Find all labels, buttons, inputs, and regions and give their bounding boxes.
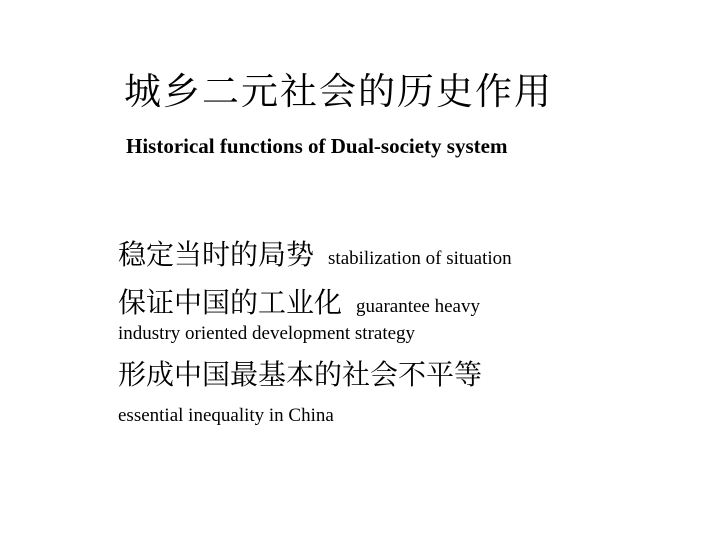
point-1-english: stabilization of situation xyxy=(328,248,512,269)
point-stabilization xyxy=(118,236,512,274)
point-2-english-inline: guarantee heavy xyxy=(356,296,480,317)
point-1-chinese: 稳定当时的局势 xyxy=(118,238,315,271)
point-3-chinese: 形成中国最基本的社会不平等 xyxy=(118,358,483,391)
point-2-english-continued: industry oriented development strategy xyxy=(118,323,416,344)
slide-title-chinese: 城乡二元社会的历史作用 xyxy=(124,70,553,113)
point-2-chinese: 保证中国的工业化 xyxy=(118,286,343,319)
slide-title-english: Historical functions of Dual-society system xyxy=(126,134,508,158)
point-3-english: essential inequality in China xyxy=(118,405,334,426)
point-industrialization xyxy=(118,284,480,322)
